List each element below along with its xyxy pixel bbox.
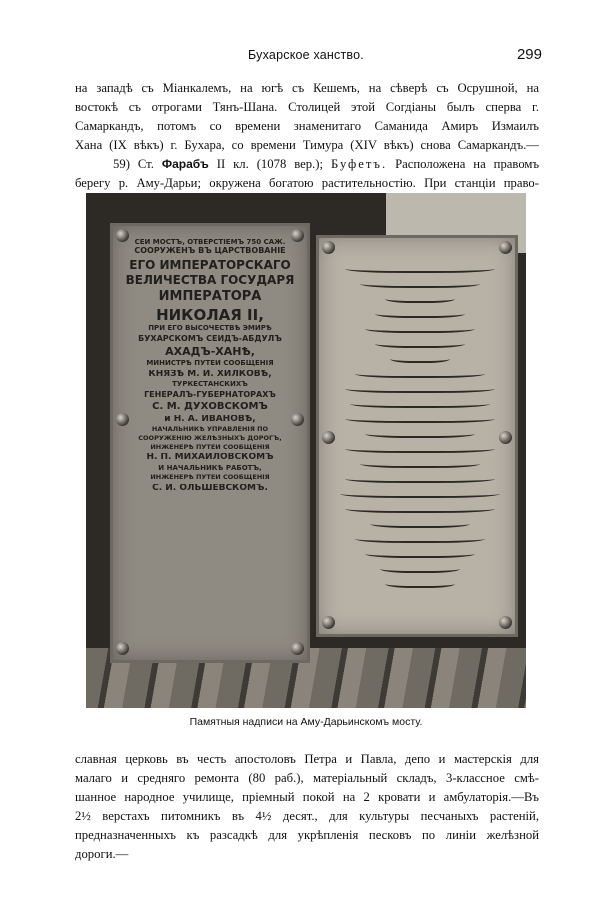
inscription-line: и Н. А. ИВАНОВѢ, xyxy=(164,414,256,424)
russian-inscription-text xyxy=(116,237,304,494)
inscription-line: ПРИ ЕГО ВЫСОЧЕСТВѢ ЭМИРѢ xyxy=(148,325,272,333)
station-entry-line xyxy=(75,155,539,174)
script-stroke xyxy=(375,308,465,318)
inscription-line: ИМПЕРАТОРА xyxy=(158,289,262,304)
inscription-line: СООРУЖЕНЪ ВЪ ЦАРСТВОВАНІЕ xyxy=(134,247,286,256)
inscription-line: Н. П. МИХАЙЛОВСКОМЪ xyxy=(146,453,274,463)
script-stroke xyxy=(345,473,495,483)
script-stroke xyxy=(350,398,490,408)
inscription-line: НИКОЛАЯ II, xyxy=(156,307,264,324)
inscription-line: БУХАРСКОМЪ СЕЙДЪ-АБДУЛЪ xyxy=(138,334,282,343)
paragraph-bottom xyxy=(75,750,539,864)
script-stroke xyxy=(365,323,475,333)
script-stroke xyxy=(370,518,470,528)
inscription-line: МИНИСТРѢ ПУТЕЙ СООБЩЕНІЯ xyxy=(146,359,274,367)
station-prefix: Ст. xyxy=(137,157,154,171)
script-stroke xyxy=(360,278,480,288)
bolt-icon xyxy=(499,616,512,629)
text-line: славная церковь въ честь апостоловъ Петра и Павла, депо и мастерскія для xyxy=(75,752,539,766)
script-stroke xyxy=(380,563,460,573)
photo-caption: Памятныя надписи на Аму-Дарьинскомъ мосту. xyxy=(189,716,423,728)
script-stroke xyxy=(345,413,495,423)
script-stroke xyxy=(375,338,465,348)
inscription-line: ВЕЛИЧЕСТВА ГОСУДАРЯ xyxy=(125,274,295,287)
arabic-script-inscription xyxy=(326,263,508,613)
script-stroke xyxy=(345,263,495,273)
bolt-icon xyxy=(291,229,304,242)
text-line: берегу р. Аму-Дарьи; окружена богатою растительностію. При станціи право- xyxy=(75,176,539,190)
text-line: Хана (IX вѣкъ) г. Бухара, со времени Тимура (XIV вѣкъ) снова Самаркандъ.— xyxy=(75,138,539,152)
running-title: Бухарское ханство. xyxy=(248,48,364,62)
page-number: 299 xyxy=(516,46,542,63)
inscription-line: КНЯЗѢ М. И. ХИЛКОВѢ, xyxy=(148,369,272,379)
inscription-line: ИНЖЕНЕРѢ ПУТЕЙ СООБЩЕНІЯ xyxy=(150,474,270,482)
text-line: 2½ верстахъ питомникъ въ 4½ десят., для культуры песчаныхъ растеній, xyxy=(75,809,539,823)
bolt-icon xyxy=(322,616,335,629)
script-stroke xyxy=(345,503,495,513)
script-stroke xyxy=(385,578,455,588)
script-stroke xyxy=(390,353,450,363)
script-stroke xyxy=(360,458,480,468)
station-buffet: Буфетъ. xyxy=(331,157,388,171)
bolt-icon xyxy=(116,413,129,426)
text-line: востокѣ съ отрогами Тянъ-Шана. Столицей этой Согдіаны былъ сперва г. xyxy=(75,100,539,114)
inscription-line: ЕГО ИМПЕРАТОРСКАГО xyxy=(129,258,291,272)
paragraph-top xyxy=(75,79,539,193)
script-stroke xyxy=(385,293,455,303)
script-stroke xyxy=(365,548,475,558)
script-stroke xyxy=(355,533,485,543)
script-stroke xyxy=(355,368,485,378)
script-stroke xyxy=(345,443,495,453)
text-line: дороги.— xyxy=(75,847,129,861)
bolt-icon xyxy=(116,229,129,242)
bolt-icon xyxy=(322,241,335,254)
text-line: шанное народное училище, пріемный покой на 2 кровати и амбулаторія.—Въ xyxy=(75,790,539,804)
inscription-line: С. М. ДУХОВСКОМЪ xyxy=(152,402,268,413)
inscription-line: ТУРКЕСТАНСКИХЪ xyxy=(172,381,248,389)
bolt-icon xyxy=(291,642,304,655)
script-stroke xyxy=(345,383,495,393)
text-line: на западѣ съ Міанкалемъ, на югѣ съ Кешемъ, на сѣверѣ съ Осрушной, на xyxy=(75,81,539,95)
script-stroke xyxy=(340,488,500,498)
inscription-line: СООРУЖЕНІЮ ЖЕЛѢЗНЫХЪ ДОРОГЪ, xyxy=(138,434,282,442)
bolt-icon xyxy=(499,431,512,444)
text-line: Самаркандъ, потомъ со времени знаменитаго Саманида Амиръ Измаилъ xyxy=(75,119,539,133)
bolt-icon xyxy=(499,241,512,254)
station-text: Расположена на правомъ xyxy=(395,157,540,171)
inscription-line: ГЕНЕРАЛЪ-ГУБЕРНАТОРАХЪ xyxy=(144,390,276,399)
russian-inscription-slab xyxy=(110,223,310,663)
inscription-line: С. И. ОЛЬШЕВСКОМЪ. xyxy=(152,484,268,494)
bolt-icon xyxy=(322,431,335,444)
station-details: II кл. (1078 вер.); xyxy=(216,157,324,171)
bolt-icon xyxy=(291,413,304,426)
inscription-line: НАЧАЛЬНИКѢ УПРАВЛЕНІЯ ПО xyxy=(151,426,269,433)
page-header xyxy=(0,46,612,68)
station-number: 59) xyxy=(113,157,130,171)
inscription-line: СЕЙ МОСТЪ, ОТВЕРСТІЕМЪ 750 САЖ. xyxy=(134,239,286,246)
bridge-inscriptions-photo xyxy=(86,193,526,708)
arabic-inscription-slab xyxy=(316,235,518,637)
inscription-line: АХАДЪ-ХАНѢ, xyxy=(165,346,255,358)
text-line: малаго и средняго ремонта (80 раб.), матеріальный складъ, 3-классное смѣ- xyxy=(75,771,539,785)
inscription-line: ИНЖЕНЕРѢ ПУТЕЙ СООБЩЕНІЯ xyxy=(150,443,270,451)
script-stroke xyxy=(365,428,475,438)
station-name: Фарабъ xyxy=(161,157,209,171)
bolt-icon xyxy=(116,642,129,655)
text-line: предназначенныхъ къ разсадкѣ для укрѣпленія песковъ по линіи желѣзной xyxy=(75,828,539,842)
inscription-line: И НАЧАЛЬНИКѢ РАБОТЪ, xyxy=(158,464,262,472)
